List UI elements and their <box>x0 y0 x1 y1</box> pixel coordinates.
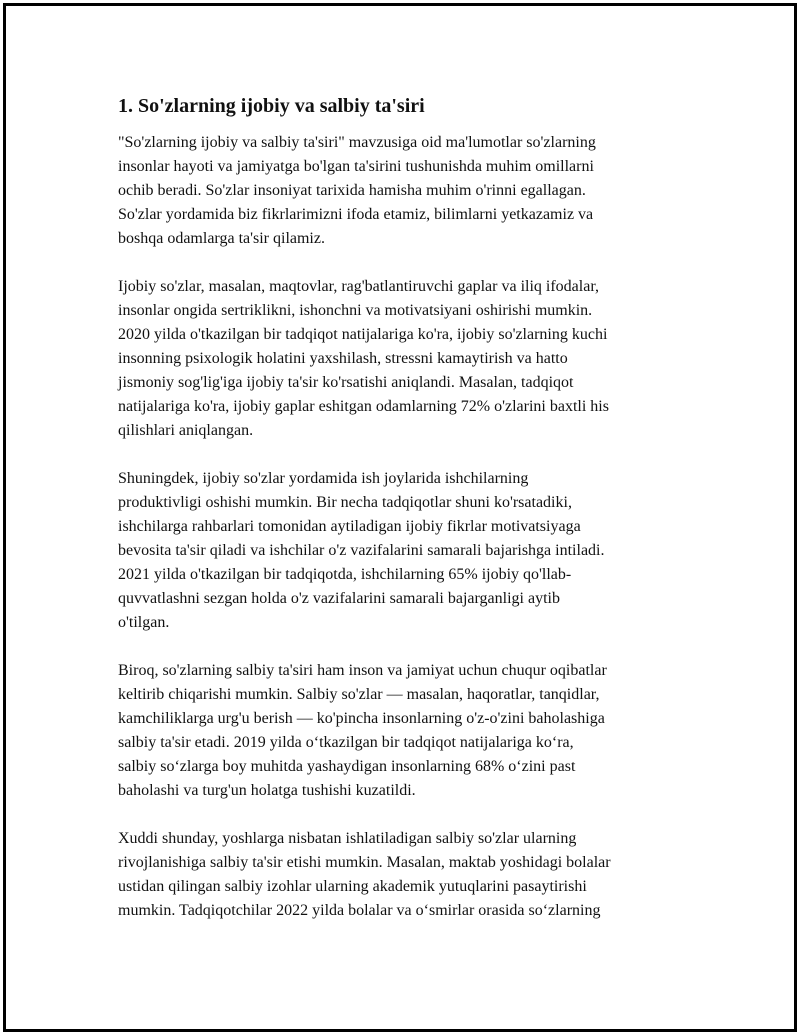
text-line: jismoniy sog'lig'iga ijobiy ta'sir ko'rsatishi aniqlandi. Masalan, tadqiqot <box>118 374 574 391</box>
paragraph-positive-words <box>118 275 678 443</box>
text-line: insonlar hayoti va jamiyatga bo'lgan ta'sirini tushunishda muhim omillarni <box>118 158 594 175</box>
text-line: bevosita ta'sir qiladi va ishchilar o'z vazifalarini samarali bajarishga intiladi. <box>118 542 605 559</box>
text-line: produktivligi oshishi mumkin. Bir necha tadqiqotlar shuni ko'rsatadiki, <box>118 494 572 511</box>
text-line: So'zlar yordamida biz fikrlarimizni ifoda etamiz, bilimlarni yetkazamiz va <box>118 206 594 223</box>
text-line: ishchilarga rahbarlari tomonidan aytiladigan ijobiy fikrlar motivatsiyaga <box>118 518 581 535</box>
document-body <box>118 93 678 947</box>
text-line: 2020 yilda o'tkazilgan bir tadqiqot natijalariga ko'ra, ijobiy so'zlarning kuchi <box>118 326 608 343</box>
text-line: boshqa odamlarga ta'sir qilamiz. <box>118 230 325 247</box>
text-line: salbiy ta'sir etadi. 2019 yilda o‘tkazilgan bir tadqiqot natijalariga ko‘ra, <box>118 734 574 751</box>
text-line: Biroq, so'zlarning salbiy ta'siri ham inson va jamiyat uchun chuqur oqibatlar <box>118 662 607 679</box>
text-line: natijalariga ko'ra, ijobiy gaplar eshitgan odamlarning 72% o'zlarini baxtli his <box>118 398 609 415</box>
text-line: mumkin. Tadqiqotchilar 2022 yilda bolalar va o‘smirlar orasida so‘zlarning <box>118 902 601 919</box>
paragraph-negative-words <box>118 659 678 803</box>
text-line: insonning psixologik holatini yaxshilash, stressni kamaytirish va hatto <box>118 350 568 367</box>
text-line: rivojlanishiga salbiy ta'sir etishi mumkin. Masalan, maktab yoshidagi bolalar <box>118 854 611 871</box>
paragraph-youth <box>118 827 678 923</box>
paragraph-workplace <box>118 467 678 635</box>
text-line: salbiy so‘zlarga boy muhitda yashaydigan insonlarning 68% o‘zini past <box>118 758 576 775</box>
text-line: insonlar ongida sertriklikni, ishonchni va motivatsiyani oshirishi mumkin. <box>118 302 593 319</box>
paragraph-intro <box>118 131 678 251</box>
text-line: keltirib chiqarishi mumkin. Salbiy so'zlar — masalan, haqoratlar, tanqidlar, <box>118 686 600 703</box>
text-line: Xuddi shunday, yoshlarga nisbatan ishlatiladigan salbiy so'zlar ularning <box>118 830 577 847</box>
text-line: quvvatlashni sezgan holda o'z vazifalarini samarali bajarganligi aytib <box>118 590 560 607</box>
text-line: 2021 yilda o'tkazilgan bir tadqiqotda, ishchilarning 65% ijobiy qo'llab- <box>118 566 572 583</box>
text-line: "So'zlarning ijobiy va salbiy ta'siri" mavzusiga oid ma'lumotlar so'zlarning <box>118 134 596 151</box>
section-heading: 1. So'zlarning ijobiy va salbiy ta'siri <box>118 95 425 117</box>
text-line: Ijobiy so'zlar, masalan, maqtovlar, rag'batlantiruvchi gaplar va iliq ifodalar, <box>118 278 600 295</box>
text-line: Shuningdek, ijobiy so'zlar yordamida ish joylarida ishchilarning <box>118 470 529 487</box>
text-line: baholashi va turg'un holatga tushishi kuzatildi. <box>118 782 416 799</box>
text-line: qilishlari aniqlangan. <box>118 422 254 439</box>
text-line: ochib beradi. So'zlar insoniyat tarixida hamisha muhim o'rinni egallagan. <box>118 182 586 199</box>
text-line: ustidan qilingan salbiy izohlar ularning akademik yutuqlarini pasaytirishi <box>118 878 587 895</box>
text-line: kamchiliklarga urg'u berish — ko'pincha insonlarning o'z-o'zini baholashiga <box>118 710 605 727</box>
text-line: o'tilgan. <box>118 614 170 631</box>
